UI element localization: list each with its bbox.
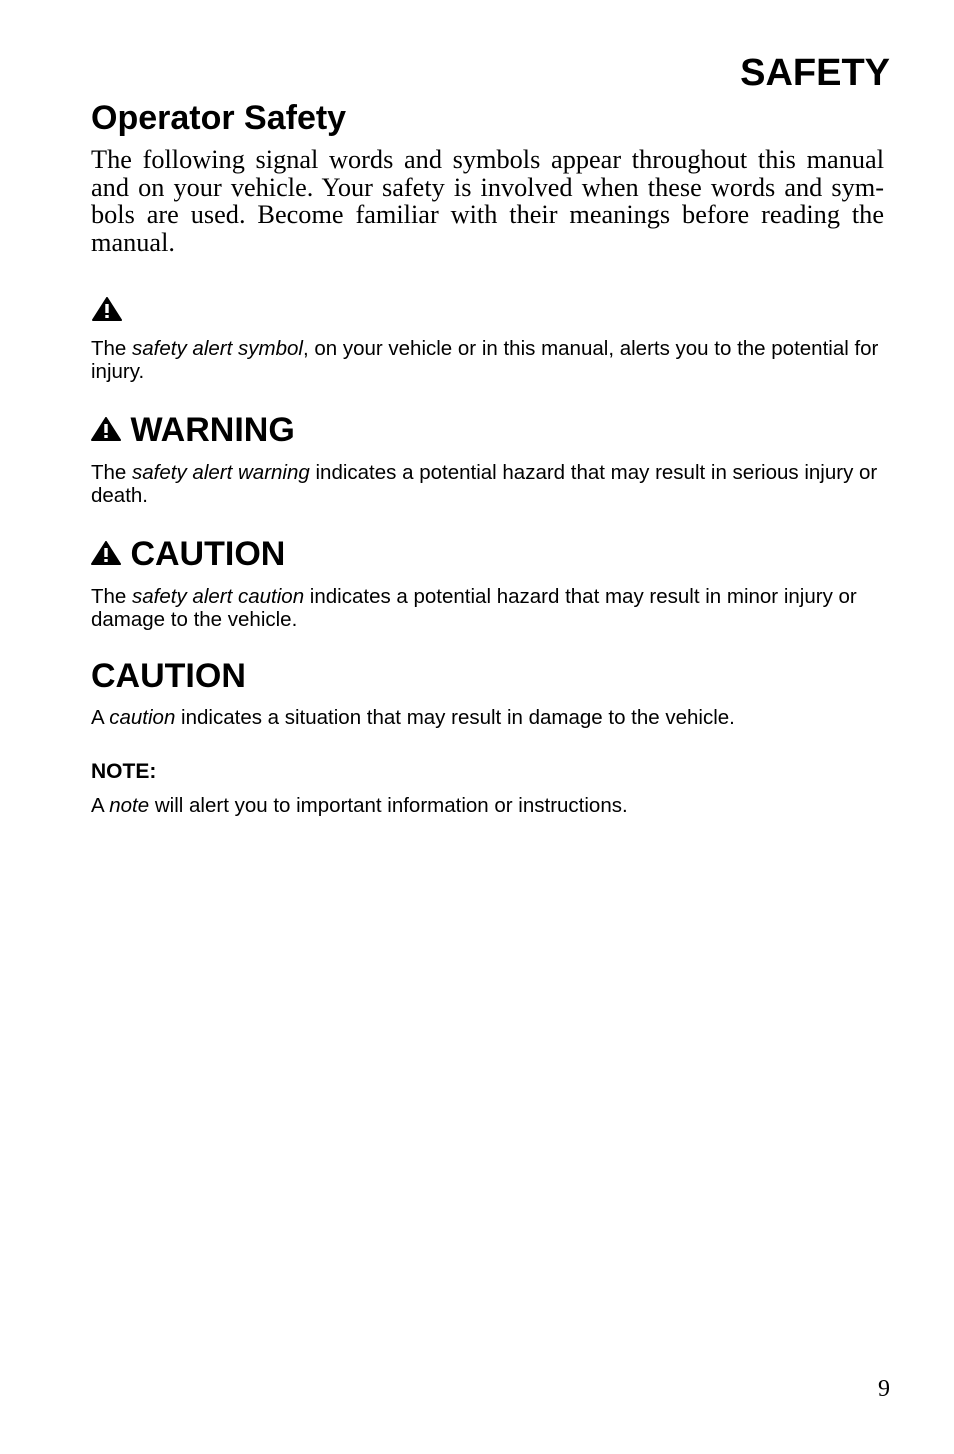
section-title: SAFETY bbox=[740, 52, 890, 94]
text: indicates a potential hazard that may result in serious injury or death. bbox=[91, 461, 878, 507]
text: A bbox=[91, 706, 110, 729]
page-number: 9 bbox=[878, 1376, 890, 1402]
warning-description bbox=[91, 461, 891, 507]
text: indicates a situation that may result in damage to the vehicle. bbox=[175, 706, 735, 729]
caution-description bbox=[91, 706, 891, 729]
note-description bbox=[91, 794, 891, 817]
emphasis: safety alert symbol bbox=[132, 337, 303, 360]
emphasis: safety alert caution bbox=[132, 585, 305, 608]
symbol-description bbox=[91, 337, 891, 383]
warning-triangle-icon bbox=[91, 417, 121, 441]
emphasis: caution bbox=[109, 706, 176, 729]
text: The bbox=[91, 461, 133, 484]
text: , on your vehicle or in this manual, alerts you to the potential for injury. bbox=[91, 337, 879, 383]
text: indicates a potential hazard that may result in minor injury or damage to the vehicle. bbox=[91, 585, 857, 631]
text: A bbox=[91, 794, 110, 817]
warning-triangle-icon bbox=[91, 541, 121, 565]
caution-alert-heading bbox=[91, 534, 285, 574]
page-heading: Operator Safety bbox=[91, 99, 347, 137]
intro-paragraph: The following signal words and symbols appear throughout this manual and on your vehicle. Your safety is involved when these words and sym-bols are used. Become familiar with their meanings before reading the manual. bbox=[91, 145, 884, 257]
warning-label: WARNING bbox=[130, 411, 295, 449]
text: The bbox=[91, 585, 133, 608]
emphasis: note bbox=[109, 794, 150, 817]
note-heading: NOTE: bbox=[91, 760, 157, 783]
warning-triangle-icon bbox=[92, 297, 122, 321]
caution-label: CAUTION bbox=[130, 535, 286, 573]
caution-heading: CAUTION bbox=[91, 657, 246, 695]
caution-alert-description bbox=[91, 585, 891, 631]
warning-heading bbox=[91, 410, 295, 450]
emphasis: safety alert warning bbox=[132, 461, 310, 484]
text: The bbox=[91, 337, 133, 360]
text: will alert you to important information or instructions. bbox=[149, 794, 628, 817]
